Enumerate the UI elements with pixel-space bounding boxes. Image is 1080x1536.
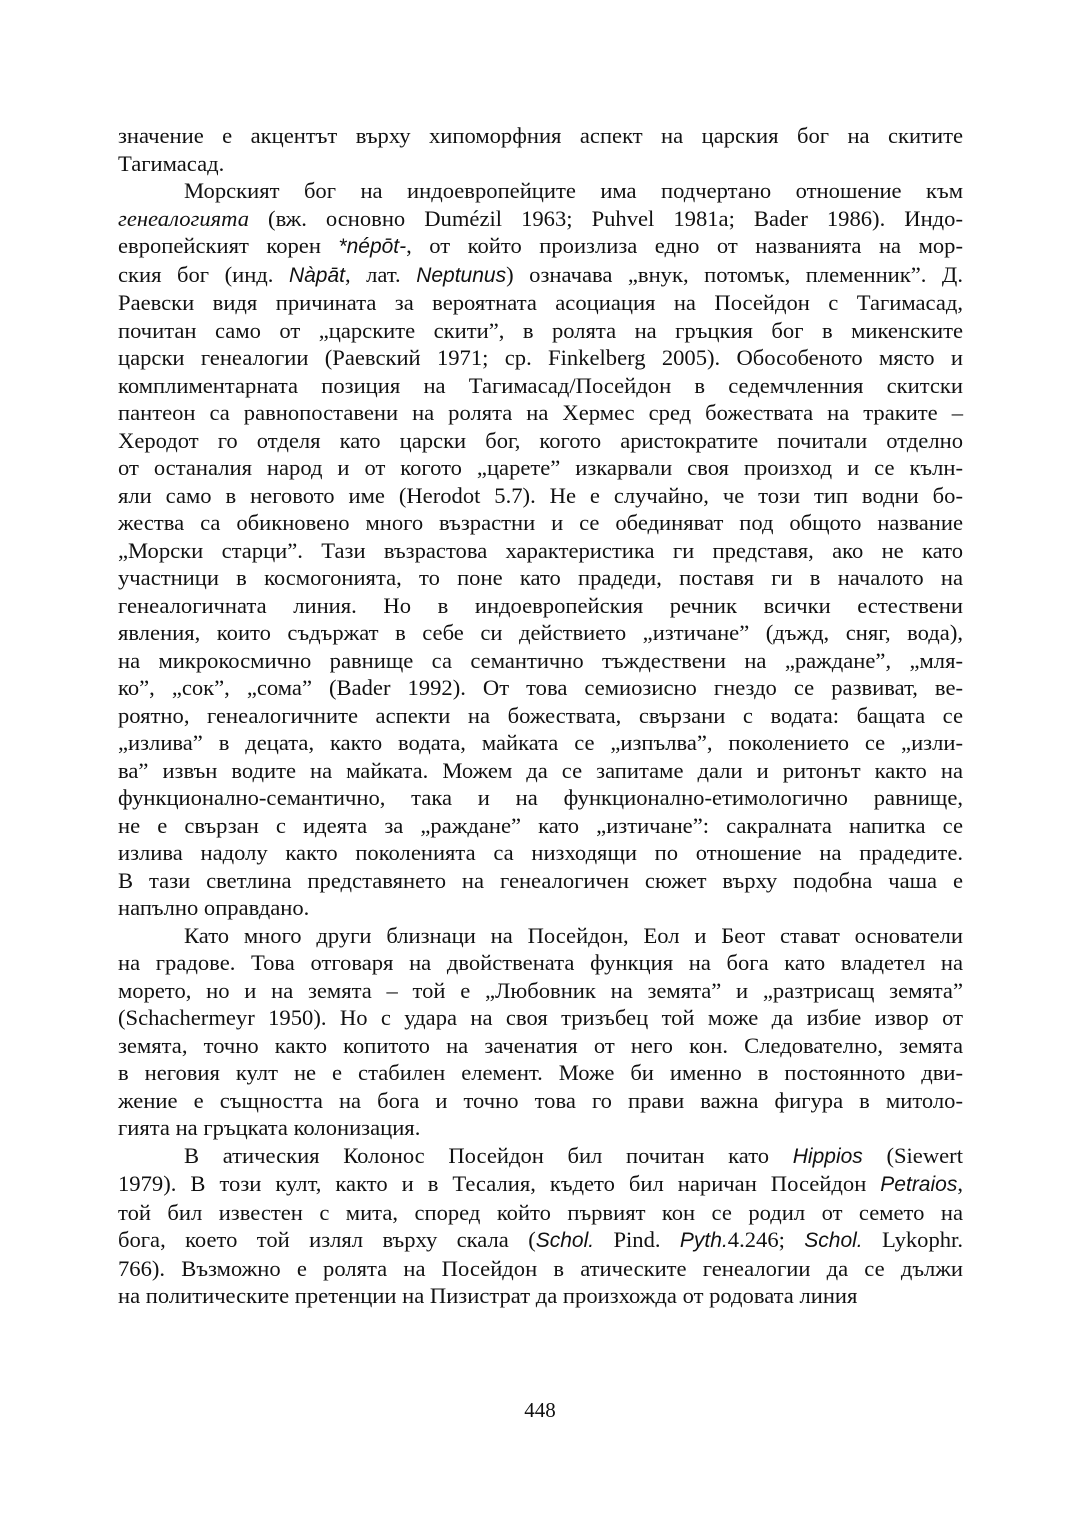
text-line: значение е акцентът върху хипоморфния аспект на царския бог на скитите [118,123,963,148]
text-line: на градове. Това отговаря на двойствената функция на бога като владетел на [118,950,963,975]
page-body [118,122,963,1310]
text-line: Тагимасад. [118,150,225,176]
text-line: комплиментарната позиция на Тагимасад/Посейдон в седемчленния скитски [118,372,963,398]
text-line: той бил известен с мита, според който първият кон се родил от семето на [118,1199,963,1225]
text-line: ва” извън водите на майката. Можем да се запитаме дали и ритонът както на [118,757,963,783]
paragraph-p2 [118,177,963,922]
text-line: ския бог (инд. Nàpāt, лат. Neptunus) означава „внук, потомък, племенник”. Д. [118,261,963,287]
text-line: генеалогичната линия. Но в индоевропейския речник всички естествени [118,592,963,618]
text-line: земята, точно както копитото на заченатия от него кон. Следователно, земята [118,1032,963,1058]
text-line: почитан само от „царските скити”, в ролята на гръцкия бог в микенските [118,317,963,343]
text-line: от останалия народ и от когото „царете” изкарвали своя произход и се кълн- [118,455,963,480]
text-line: Раевски видя причината за вероятната асоциация на Посейдон с Тагимасад, [118,290,963,315]
text-line: В атическия Колонос Посейдон бил почитан като Hippios (Siewert [184,1142,963,1168]
text-line: напълно оправдано. [118,895,310,920]
text-line: „Морски старци”. Тази възрастова характеристика ги представя, ако не като [118,537,963,563]
text-line: в неговия култ не е стабилен елемент. Може би именно в постоянното дви- [118,1060,963,1085]
text-line: функционално-семантично, така и на функционално-етимологично равнище, [118,785,963,810]
text-line: не е свързан с идеята за „раждане” като „изтичане”: сакралната напитка се [118,812,963,838]
text-line: пантеон са равнопоставени на ролята на Хермес сред божествата на траките – [118,400,963,425]
paragraph-p3 [118,922,963,1142]
text-line: 1979). В този култ, както и в Тесалия, където бил наричан Посейдон Petraios, [118,1171,963,1196]
text-line: жение е същността на бога и точно това го прави важна фигура в митоло- [118,1087,963,1113]
text-line: бога, което той излял върху скала (Schol. Pind. Pyth.4.246; Schol. Lykophr. [118,1227,963,1252]
text-line: царски генеалогии (Раевский 1971; ср. Finkelberg 2005). Обособеното място и [118,345,963,370]
text-line: явления, които съдържат в себе си действието „изтичане” (дъжд, сняг, вода), [118,620,963,645]
text-line: В тази светлина представянето на генеалогичен сюжет върху подобна чаша е [118,867,963,893]
text-line: европейският корен *népōt-, от който произлиза едно от названията на мор- [118,233,964,258]
text-line: гията на гръцката колонизация. [118,1115,421,1140]
text-line: ко”, „сок”, „сома” (Bader 1992). От това семиозисно гнездо се развиват, ве- [118,675,963,700]
text-line: морето, но и на земята – той е „Любовник на земята” и „разтрисащ земята” [118,977,963,1003]
text-line: на политическите претенции на Пизистрат да произхожда от родовата линия [118,1283,858,1308]
text-line: генеалогията (вж. основно Dumézil 1963; Puhvel 1981a; Bader 1986). Индо- [118,205,963,231]
text-line: 766). Възможно е ролята на Посейдон в атическите генеалогии да се дължи [118,1255,963,1281]
text-line: на микрокосмично равнище са семантично тъждествени на „раждане”, „мля- [118,647,963,673]
text-line: роятно, генеалогичните аспекти на божествата, свързани с водата: бащата се [118,702,963,728]
text-line: участници в космогонията, то поне като прадеди, поставя ги в началото на [118,565,963,590]
text-line: Херодот го отделя като царски бог, когото аристократите почитали отделно [118,427,963,453]
page-number: 448 [524,1398,556,1422]
text-line: „излива” в децата, както водата, майката се „изпълва”, поколението се „изли- [118,730,963,755]
paragraph-p4 [118,1142,963,1310]
text-line: Като много други близнаци на Посейдон, Еол и Беот стават основатели [184,922,963,948]
text-line: яли само в неговото име (Herodot 5.7). Не е случайно, че този тип водни бо- [118,482,963,508]
text-line: жества са обикновено много възрастни и се обединяват под общото название [118,510,963,535]
text-line: излива надолу както поколенията са низходящи по отношение на прадедите. [118,840,963,865]
text-line: Морският бог на индоевропейците има подчертано отношение към [184,178,963,203]
paragraph-p1 [118,122,963,177]
text-line: (Schachermeyr 1950). Но с удара на своя тризъбец той може да избие извор от [118,1005,963,1030]
